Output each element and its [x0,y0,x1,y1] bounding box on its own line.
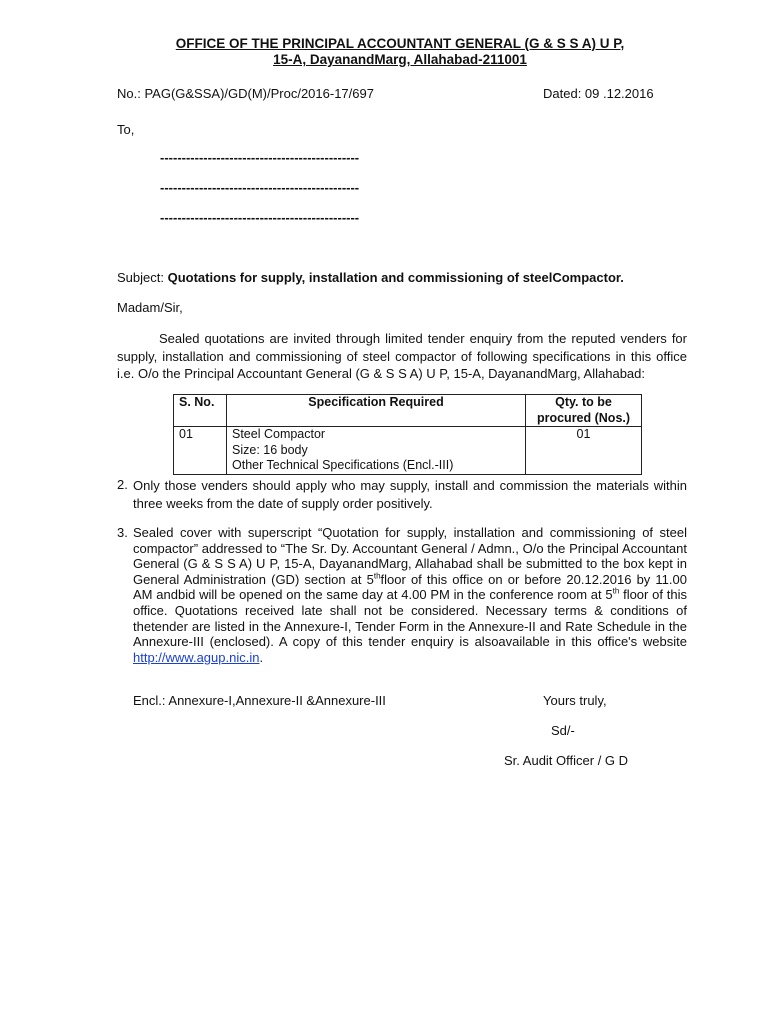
point-3-number: 3. [117,525,128,540]
addressee-blank-line: ---------------------------------------------- [160,210,360,225]
enclosures: Encl.: Annexure-I,Annexure-II &Annexure-III [133,693,386,708]
superscript-th: th [612,587,620,597]
subject-label: Subject: [117,270,168,285]
point-3-part1: Sealed cover with superscript “Quotation for supply, installation and commissioning of steel compactor” addressed to “The Sr. Dy. Accountant General / Admn., O/o the Principal Accountant General (G & S S A) U P, 15-A, DayanandMarg, Allahabad shall be submitted to the box kept in General Administration (GD) section at 5 [133,525,687,587]
office-title-line2: 15-A, DayanandMarg, Allahabad-211001 [273,52,527,67]
header-qty-line2: procured (Nos.) [536,410,631,425]
superscript-th: th [373,571,381,581]
salutation: Madam/Sir, [117,300,183,315]
header-spec: Specification Required [227,395,526,427]
intro-paragraph: Sealed quotations are invited through limited tender enquiry from the reputed venders for supply, installation and commissioning of steel compactor of following specifications in this office i.e. O/o the Principal Accountant General (G & S S A) U P, 15-A, DayanandMarg, Allahabad: [117,331,687,381]
point-2-number: 2. [117,477,128,492]
signature-sd: Sd/- [551,723,575,738]
spec-size: Size: 16 body [232,442,308,457]
website-link[interactable]: http://www.agup.nic.in [133,649,260,665]
table-header-row [174,395,642,427]
addressee-blank-line: ---------------------------------------------- [160,180,360,195]
spec-other: Other Technical Specifications (Encl.-III) [232,458,454,472]
specification-table [173,394,642,475]
point-3-end: . [259,649,264,665]
addressee-blank-line: ---------------------------------------------- [160,150,360,165]
reference-number: No.: PAG(G&SSA)/GD(M)/Proc/2016-17/697 [117,86,374,101]
cell-sno: 01 [174,427,227,475]
cell-spec [227,427,526,475]
point-3-text [133,525,687,665]
point-3-part3: floor of this office. Quotations received late shall not be considered. Necessary terms & conditions of thetender are listed in the Annexure-I, Tender Form in the Annexure-II and Rate Schedule in the Annexure-III (enclosed). A copy of this tender enquiry is alsoavailable in this office's website [133,587,687,650]
header-sno: S. No. [174,395,227,427]
addressee-label: To, [117,122,135,137]
header-qty-line1: Qty. to be [555,395,612,409]
header-qty [526,395,642,427]
cell-qty: 01 [526,427,642,475]
office-title-line1: OFFICE OF THE PRINCIPAL ACCOUNTANT GENERAL (G & S S A) U P, [175,36,625,51]
point-2-text: Only those venders should apply who may supply, install and commission the materials within three weeks from the date of supply order positively. [133,478,687,511]
yours-truly: Yours truly, [543,693,607,708]
signatory-designation: Sr. Audit Officer / G D [504,753,629,768]
table-row [174,427,642,475]
subject-line [117,270,624,286]
spec-item: Steel Compactor [232,427,326,441]
letter-date: Dated: 09 .12.2016 [543,86,654,101]
point-3-part2: floor of this office on or before 20.12.2016 by 11.00 AM andbid will be opened on the same day at 4.00 PM in the conference room at 5 [133,571,687,603]
subject-text: Quotations for supply, installation and commissioning of steelCompactor. [167,270,624,285]
